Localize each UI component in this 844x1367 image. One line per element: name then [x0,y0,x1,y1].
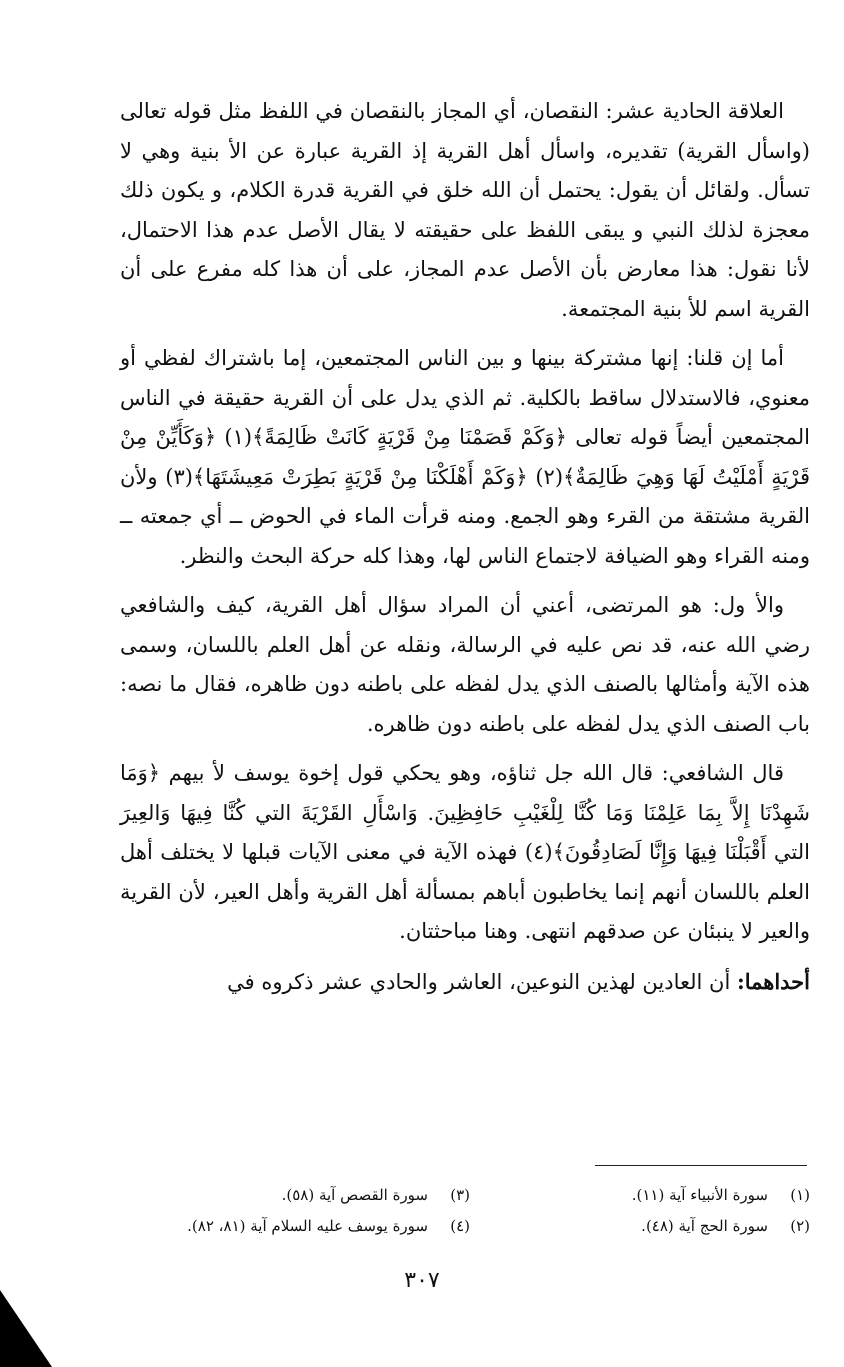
footnote-row [130,1180,810,1211]
footnote-text: سورة يوسف عليه السلام آية (٨١، ٨٢). [187,1217,428,1235]
page-number: ٣٠٧ [404,1268,440,1293]
footnotes [130,1180,810,1242]
footnote-number: (١) [790,1186,810,1204]
footnote-text: سورة الحج آية (٤٨). [641,1217,768,1235]
footnote-2 [470,1211,810,1242]
footnote-number: (٤) [450,1217,470,1235]
paragraph-4: قال الشافعي: قال الله جل ثناؤه، وهو يحكي قول إخوة يوسف لأ بيهم ﴿وَمَا شَهِدْنَا إِلاَّ بِمَا عَلِمْنَا وَمَا كُنَّا لِلْغَيْبِ حَافِظِينَ. وَاسْأَلِ القَرْيَةَ التي كُنَّا فِيهَا وَالعِيرَ التي أَقْبَلْنَا فِيهَا وَإِنَّا لَصَادِقُونَ﴾(٤) فهذه الآية في معنى الآيات قبلها لا يختلف أهل العلم باللسان أنهم إنما يخاطبون أباهم بمسألة أهل القرية وأهل العير، لأن القرية والعير لا ينبئان عن صدقهم انتهى. وهنا مباحثتان. [120,761,810,943]
paragraph-5-lead: أحداهما: [736,968,810,994]
scan-corner-shadow [0,1290,52,1367]
footnote-divider [595,1165,807,1166]
footnote-1 [470,1180,810,1211]
footnote-number: (٢) [790,1217,810,1235]
paragraph-1: العلاقة الحادية عشر: النقصان، أي المجاز بالنقصان في اللفظ مثل قوله تعالى (واسأل القرية) تقديره، واسأل أهل القرية إذ القرية عبارة عن الأ بنية وهي لا تسأل. ولقائل أن يقول: يحتمل أن الله خلق في القرية قدرة الكلام، و يكون ذلك معجزة لذلك النبي و يبقى اللفظ على حقيقته لا يقال الأصل عدم هذا الاحتمال، لأنا نقول: هذا معارض بأن الأصل عدم المجاز، على أن هذا كله مفرع على أن القرية اسم للأ بنية المجتمعة. [120,99,810,321]
footnote-text: سورة الأنبياء آية (١١). [631,1186,768,1204]
footnote-3 [130,1180,470,1211]
footnote-4 [130,1211,470,1242]
paragraph-3: والأ ول: هو المرتضى، أعني أن المراد سؤال أهل القرية، كيف والشافعي رضي الله عنه، قد نص عليه في الرسالة، ونقله عن أهل العلم باللسان، وسمى هذه الآية وأمثالها بالصنف الذي يدل لفظه على باطنه دون ظاهره، فقال ما نصه: باب الصنف الذي يدل لفظه على باطنه دون ظاهره. [120,593,810,736]
paragraph-2: أما إن قلنا: إنها مشتركة بينها و بين الناس المجتمعين، إما باشتراك لفظي أو معنوي، فالاستدلال ساقط بالكلية. ثم الذي يدل على أن القرية حقيقة في الناس المجتمعين أيضاً قوله تعالى ﴿وَكَمْ قَصَمْنَا مِنْ قَرْيَةٍ كَانَتْ ظَالِمَةً﴾(١) ﴿وَكَأَيِّنْ مِنْ قَرْيَةٍ أَمْلَيْتُ لَهَا وَهِيَ ظَالِمَةٌ﴾(٢) ﴿وَكَمْ أَهْلَكْنَا مِنْ قَرْيَةٍ بَطِرَتْ مَعِيشَتَهَا﴾(٣) ولأن القرية مشتقة من القرء وهو الجمع. ومنه قرأت الماء في الحوض ــ أي جمعته ــ ومنه القراء وهو الضيافة لاجتماع الناس لها، وهذا كله حركة البحث والنظر. [120,346,810,568]
footnote-text: سورة القصص آية (٥٨). [281,1186,428,1204]
main-text [120,92,810,1002]
footnote-number: (٣) [450,1186,470,1204]
footnote-row [130,1211,810,1242]
paragraph-5 [120,962,810,1003]
paragraph-5-text: أن العادين لهذين النوعين، العاشر والحادي عشر ذكروه في [227,969,737,994]
